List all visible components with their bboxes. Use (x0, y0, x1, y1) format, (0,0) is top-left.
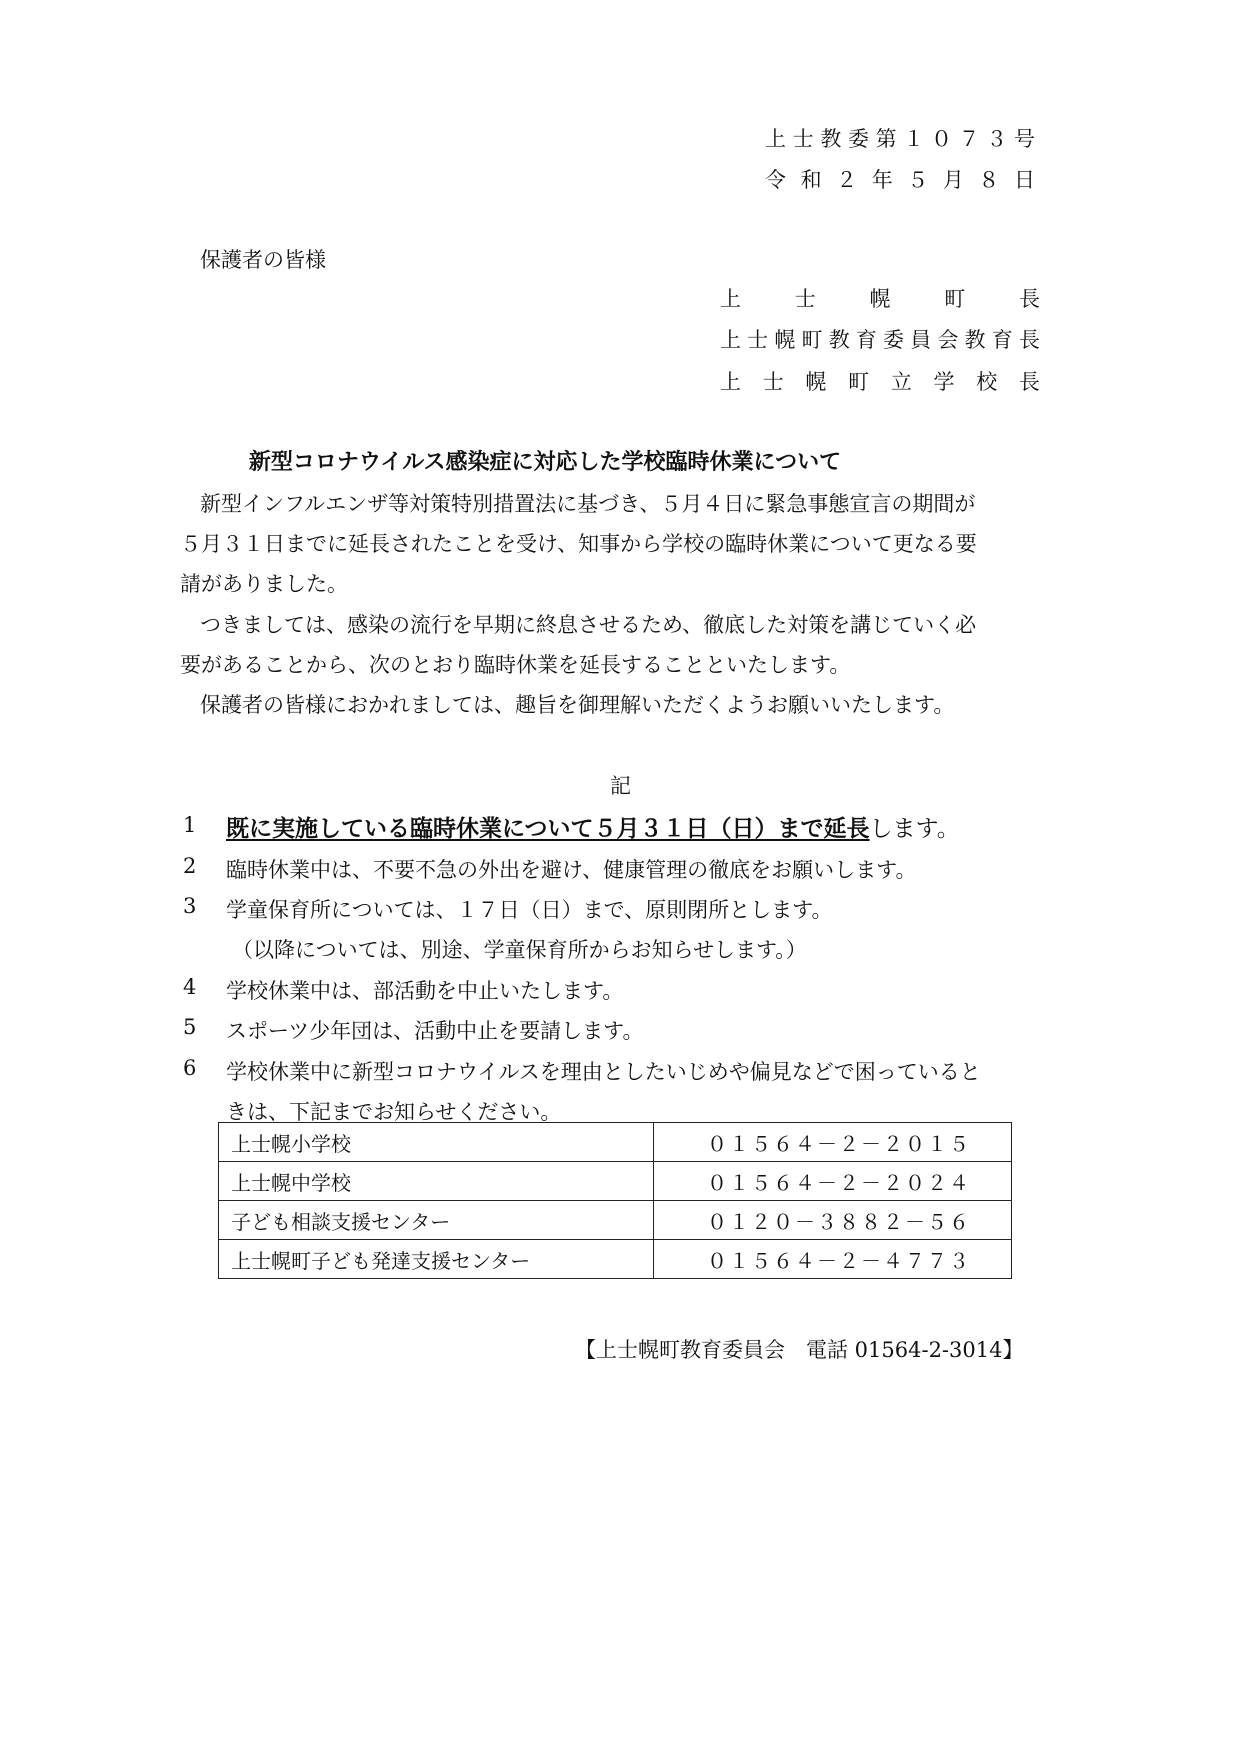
footer-contact: 【上士幌町教育委員会 電話 01564-2-3014】 (575, 1338, 1024, 1362)
item-1-text (226, 810, 960, 843)
document-date: 令 和 ２ 年 ５ 月 ８ 日 (765, 168, 1035, 192)
item-6-text: 学校休業中に新型コロナウイルスを理由としたいじめや偏見などで困っていると (226, 1060, 981, 1084)
addressee: 保護者の皆様 (200, 248, 326, 272)
item-3-note: （以降については、別途、学童保育所からお知らせします。） (232, 938, 807, 962)
contact-phone: ０１５６４－２－４７７３ (654, 1240, 1012, 1279)
body-line-5: 要があることから、次のとおり臨時休業を延長することといたします。 (180, 653, 851, 677)
sender-mayor: 上 士 幌 町 長 (720, 287, 1040, 311)
item-4-text: 学校休業中は、部活動を中止いたします。 (226, 979, 624, 1003)
body-line-1: 新型インフルエンザ等対策特別措置法に基づき、５月４日に緊急事態宣言の期間が (200, 492, 976, 516)
body-line-2: ５月３１日までに延長されたことを受け、知事から学校の臨時休業について更なる要 (180, 532, 977, 556)
ki-heading: 記 (610, 774, 631, 798)
contact-name: 上士幌町子ども発達支援センター (219, 1240, 654, 1279)
table-row (219, 1162, 1012, 1201)
body-line-4: つきましては、感染の流行を早期に終息させるため、徹底した対策を講じていく必 (200, 613, 977, 637)
table-row (219, 1240, 1012, 1279)
item-1-tail: します。 (869, 816, 960, 842)
item-1-number: 1 (183, 813, 197, 837)
item-2-number: 2 (183, 854, 197, 878)
contact-phone: ０１５６４－２－２０１５ (654, 1123, 1012, 1162)
body-line-6: 保護者の皆様におかれましては、趣旨を御理解いただくようお願いいたします。 (200, 693, 955, 717)
item-6-number: 6 (183, 1056, 197, 1080)
contact-name: 上士幌中学校 (219, 1162, 654, 1201)
contacts-table (218, 1122, 1012, 1279)
document-title: 新型コロナウイルス感染症に対応した学校臨時休業について (248, 450, 842, 475)
item-4-number: 4 (183, 975, 197, 999)
contact-name: 子ども相談支援センター (219, 1201, 654, 1240)
table-row (219, 1123, 1012, 1162)
sender-superintendent: 上 士 幌 町 教 育 委 員 会 教 育 長 (720, 328, 1040, 352)
item-6-continuation: きは、下記までお知らせください。 (226, 1100, 562, 1124)
item-5-text: スポーツ少年団は、活動中止を要請します。 (226, 1019, 644, 1043)
contact-phone: ０１２０－３８８２－５６ (654, 1201, 1012, 1240)
body-line-3: 請がありました。 (180, 572, 348, 596)
item-3-text: 学童保育所については、１７日（日）まで、原則閉所とします。 (226, 898, 833, 922)
document-number: 上 士 教 委 第 １ ０ ７ ３ 号 (765, 127, 1035, 151)
item-5-number: 5 (183, 1015, 197, 1039)
item-1-emphasis: 既に実施している臨時休業について５月３１日（日）まで延長 (226, 816, 870, 842)
contact-phone: ０１５６４－２－２０２４ (654, 1162, 1012, 1201)
contact-name: 上士幌小学校 (219, 1123, 654, 1162)
item-2-text: 臨時休業中は、不要不急の外出を避け、健康管理の徹底をお願いします。 (226, 858, 917, 882)
item-3-number: 3 (183, 894, 197, 918)
table-row (219, 1201, 1012, 1240)
sender-principals: 上 士 幌 町 立 学 校 長 (720, 370, 1040, 394)
